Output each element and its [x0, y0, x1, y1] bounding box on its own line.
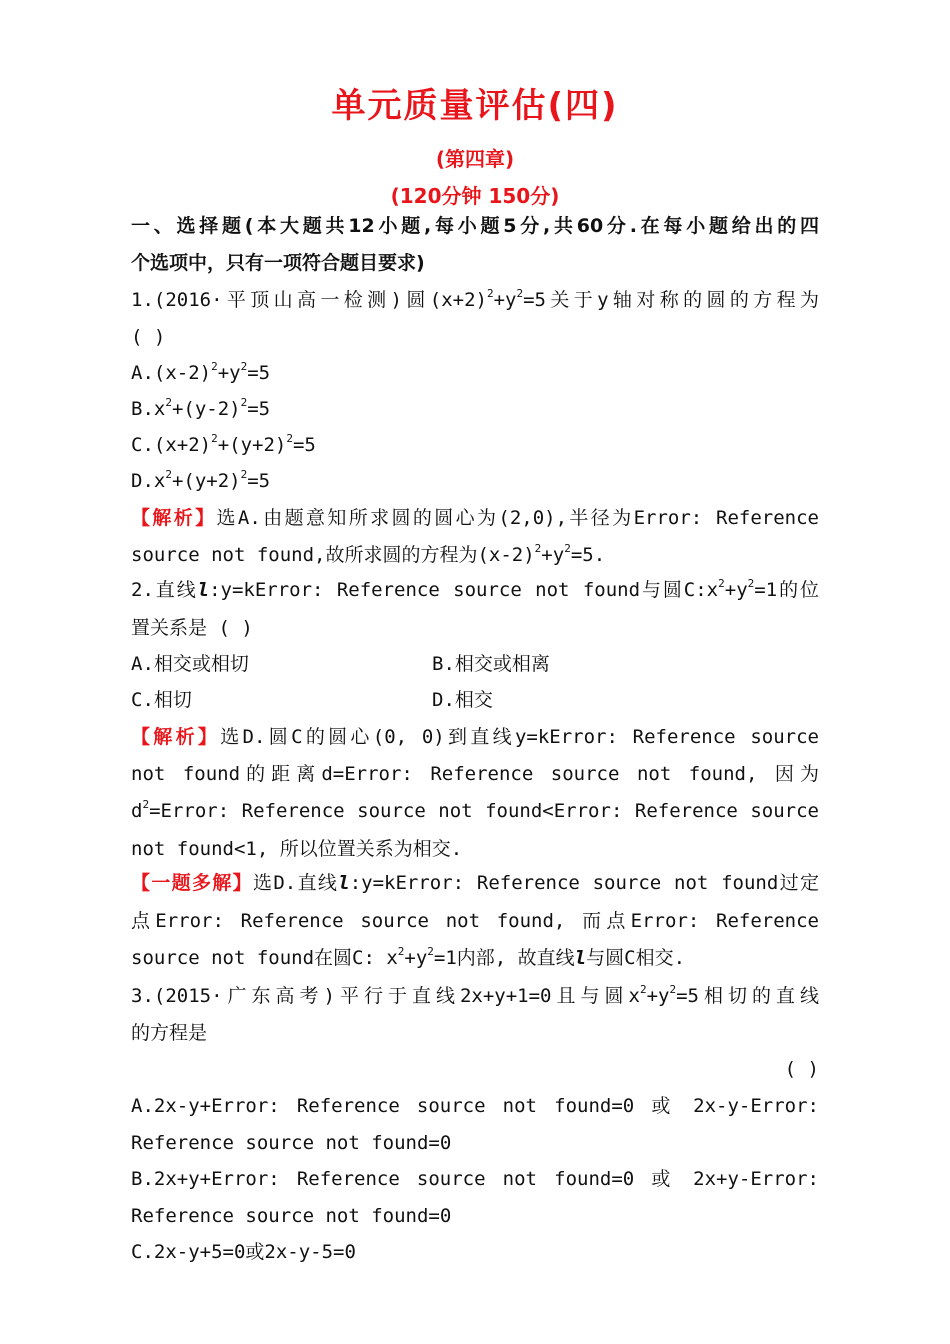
- q2-analysis-line1: 【解析】选D.圆C的圆心(0, 0)到直线y=kError: Reference source: [131, 726, 819, 748]
- q2-options-row2: [131, 686, 819, 714]
- page-title: 单元质量评估(四): [331, 86, 619, 126]
- q2-option-c: C.相切: [131, 689, 192, 711]
- q2-alt-line1: 【一题多解】选D.直线l:y=kError: Reference source not found过定: [131, 872, 819, 894]
- section-heading-line1: 一、选择题(本大题共12小题,每小题5分,共60分.在每小题给出的四: [131, 215, 819, 237]
- q3-option-a-line1: A.2x-y+Error: Reference source not found=0 或 2x-y-Error:: [131, 1095, 819, 1117]
- analysis-tag: 【解析】: [131, 726, 221, 748]
- q1-answer-paren: ( ): [131, 326, 166, 348]
- section-heading-line2: 个选项中，只有一项符合题目要求): [131, 252, 425, 274]
- q3-stem-line1: 3.(2015·广东高考)平行于直线2x+y+1=0且与圆$x^2+y^2=5$相切的直线: [131, 983, 819, 1007]
- q1-analysis-line1: 【解析】选A.由题意知所求圆的圆心为(2,0),半径为Error: Reference: [131, 507, 819, 529]
- q1-stem: 1.(2016·平顶山高一检测)圆$(x+2)^2+y^2=5$关于y轴对称的圆的方程为: [131, 287, 819, 311]
- q2-options-row1: [131, 650, 819, 678]
- q3-option-b-line2: Reference source not found=0: [131, 1205, 452, 1227]
- q2-stem: 2.直线l:y=kError: Reference source not found与圆$C:x^2+y^2=1$的位: [131, 577, 819, 601]
- q1-option-b: $B.x^2+(y-2)^2=5$: [131, 396, 271, 420]
- q3-stem-line2: 的方程是: [131, 1022, 208, 1044]
- q2-analysis-line3: $d^2=Error$: Reference source not found<Error: Reference source: [131, 798, 819, 822]
- q3-option-c: C.2x-y+5=0或2x-y-5=0: [131, 1241, 356, 1263]
- q2-alt-line2: 点Error: Reference source not found, 而点Error: Reference: [131, 910, 819, 932]
- q2-option-a: A.相交或相切: [131, 653, 249, 675]
- q1-option-d: $D.x^2+(y+2)^2=5$: [131, 468, 271, 492]
- q1-option-a: $A.(x-2)^2+y^2=5$: [131, 360, 271, 384]
- q3-answer-paren: ( ): [784, 1058, 819, 1080]
- time-score-label: (120分钟 150分): [390, 184, 560, 208]
- q2-option-d: D.相交: [432, 689, 493, 711]
- q2-analysis-line2: not found的距离d=Error: Reference source not found, 因为: [131, 763, 819, 785]
- q1-analysis-line2: source not found,故所求圆的方程为$(x-2)^2+y^2=5$.: [131, 542, 606, 566]
- q2-stem-line2: 置关系是 ( ): [131, 617, 253, 639]
- q2-alt-line3: source not found在圆C: $x^2+y^2=1$内部, 故直线l与圆C相交.: [131, 945, 686, 969]
- q3-option-a-line2: Reference source not found=0: [131, 1132, 452, 1154]
- chapter-label: (第四章): [435, 147, 515, 171]
- q2-option-b: B.相交或相离: [432, 653, 550, 675]
- analysis-tag: 【解析】: [131, 507, 217, 529]
- alt-solution-tag: 【一题多解】: [131, 872, 254, 894]
- q3-option-b-line1: B.2x+y+Error: Reference source not found=0 或 2x+y-Error:: [131, 1168, 819, 1190]
- q2-analysis-line4: not found<1, 所以位置关系为相交.: [131, 838, 463, 860]
- q1-option-c: $C.(x+2)^2+(y+2)^2=5$: [131, 432, 316, 456]
